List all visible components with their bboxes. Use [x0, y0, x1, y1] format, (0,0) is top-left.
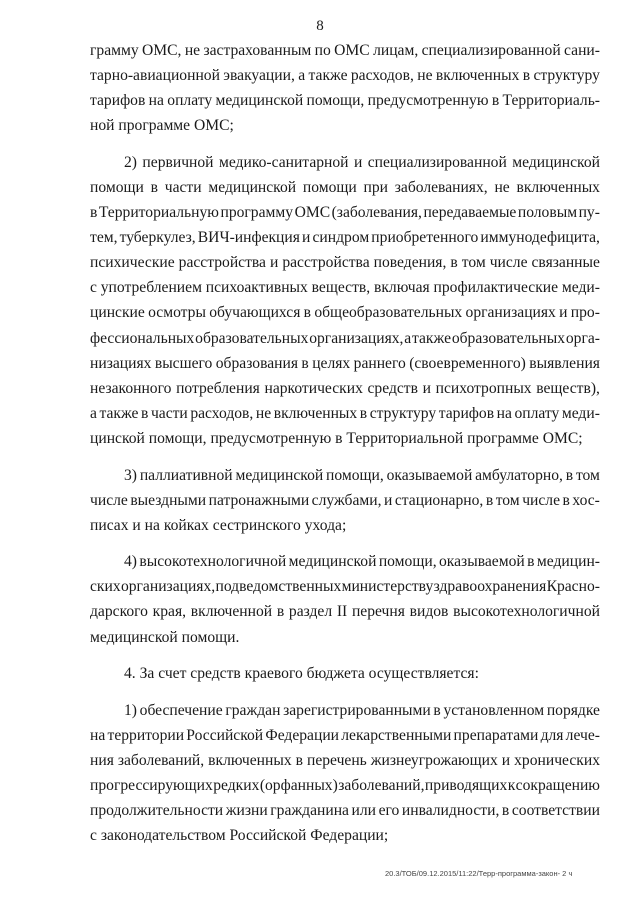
paragraph [90, 549, 600, 649]
paragraph [90, 463, 600, 538]
page-number: 8 [316, 18, 324, 34]
text-line: на территории Российской Федерации лекарственными препаратами для лече- [90, 726, 600, 744]
text-line: с употреблением психоактивных веществ, включая профилактические меди- [90, 279, 600, 297]
paragraph-gap [90, 650, 600, 662]
text-line: с законодательством Российской Федерации; [90, 827, 389, 845]
paragraph [90, 661, 600, 686]
paragraph-gap [90, 686, 600, 698]
text-line: психические расстройства и расстройства поведения, в том числе связанные [90, 254, 600, 272]
text-line: тем, туберкулез, ВИЧ-инфекция и синдром приобретенного иммунодефицита, [90, 229, 600, 247]
text-line: 1) обеспечение граждан зарегистрированными в установленном порядке [124, 701, 600, 719]
paragraph [90, 150, 600, 451]
text-line: фессиональных образовательных организациях, а также образовательных орга- [90, 329, 600, 347]
text-line: 4) высокотехнологичной медицинской помощи, оказываемой в медицин- [124, 553, 600, 571]
text-line: медицинской помощи. [90, 628, 240, 646]
text-line: а также в части расходов, не включенных в структуру тарифов на оплату меди- [90, 404, 600, 422]
text-line: цинские осмотры обучающихся в общеобразовательных организациях и про- [90, 304, 600, 322]
text-line: ния заболеваний, включенных в перечень жизнеугрожающих и хронических [90, 751, 600, 769]
document-body [90, 38, 600, 848]
text-line: тарифов на оплату медицинской помощи, предусмотренную в Территориаль- [90, 92, 600, 110]
text-line: незаконного потребления наркотических средств и психотропных веществ), [90, 379, 600, 397]
text-line: цинской помощи, предусмотренную в Территориальной программе ОМС; [90, 429, 583, 447]
text-line: прогрессирующих редких (орфанных) заболеваний, приводящих к сокращению [90, 777, 600, 795]
text-line: писах и на койках сестринского ухода; [90, 516, 347, 534]
text-line: грамму ОМС, не застрахованным по ОМС лицам, специализированной сани- [90, 42, 600, 59]
text-line: в Территориальную программу ОМС (заболевания, передаваемые половым пу- [90, 204, 600, 222]
text-line: помощи в части медицинской помощи при заболеваниях, не включенных [90, 178, 600, 196]
text-line: ной программе ОМС; [90, 117, 234, 135]
text-line: 2) первичной медико-санитарной и специализированной медицинской [124, 153, 600, 171]
paragraph-gap [90, 138, 600, 150]
text-line: продолжительности жизни гражданина или его инвалидности, в соответствии [90, 802, 600, 820]
text-line: числе выездными патронажными службами, и стационарно, в том числе в хос- [90, 491, 600, 509]
paragraph [90, 38, 600, 138]
document-footer-stamp: 20.3/ТОБ/09.12.2015/11:22/Терр-программа-закон- 2 ч [385, 869, 573, 878]
text-line: ских организациях, подведомственных министерству здравоохранения Красно- [90, 578, 600, 596]
paragraph-gap [90, 538, 600, 550]
text-line: дарского края, включенной в раздел II перечня видов высокотехнологичной [90, 603, 600, 621]
paragraph-gap [90, 451, 600, 463]
text-line: 3) паллиативной медицинской помощи, оказываемой амбулаторно, в том [124, 466, 600, 484]
text-line: 4. За счет средств краевого бюджета осуществляется: [124, 665, 479, 683]
paragraph [90, 698, 600, 849]
text-line: низациях высшего образования в целях раннего (своевременного) выявления [90, 354, 600, 372]
text-line: тарно-авиационной эвакуации, а также расходов, не включенных в структуру [90, 67, 600, 85]
